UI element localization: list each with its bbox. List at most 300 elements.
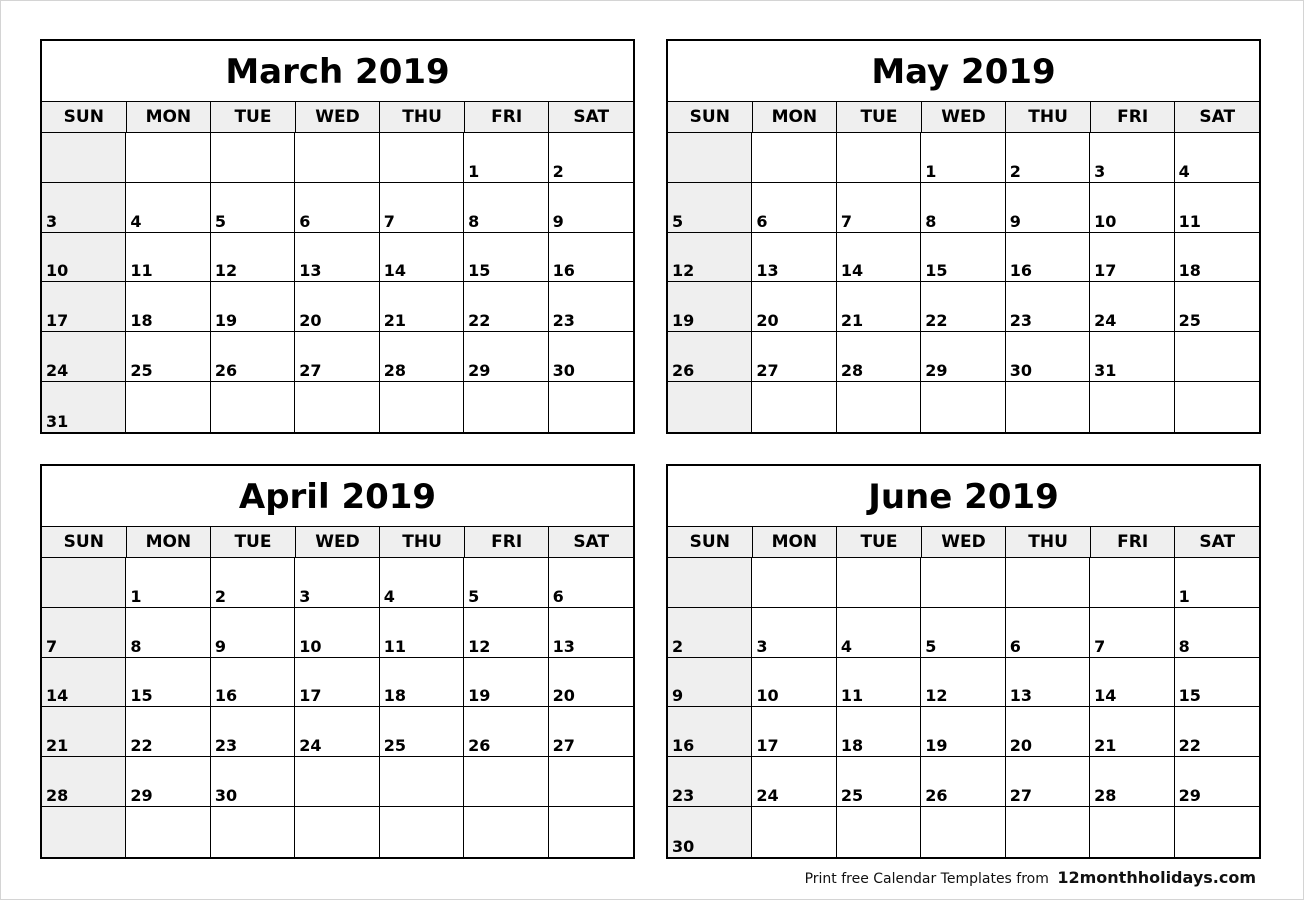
weekday-header-thu: THU <box>1006 102 1091 132</box>
day-cell <box>837 558 921 608</box>
day-number: 13 <box>552 636 575 656</box>
day-number: 6 <box>552 586 564 606</box>
day-cell <box>126 133 210 183</box>
day-cell <box>837 332 921 382</box>
day-cell <box>668 707 752 757</box>
day-cell <box>549 707 633 757</box>
day-cell <box>211 382 295 432</box>
weekday-header-sat: SAT <box>1199 107 1236 127</box>
day-cell <box>549 183 633 233</box>
day-number: 14 <box>46 686 69 706</box>
day-cell <box>921 558 1005 608</box>
day-cell <box>837 133 921 183</box>
weekday-header-sun: SUN <box>42 527 127 557</box>
day-number: 24 <box>756 786 779 806</box>
weekday-header-wed: WED <box>922 102 1007 132</box>
day-number: 26 <box>468 736 491 756</box>
day-number: 8 <box>130 636 142 656</box>
day-number: 16 <box>1009 261 1032 281</box>
day-cell <box>211 133 295 183</box>
day-cell <box>42 133 126 183</box>
day-cell <box>1175 658 1259 708</box>
day-cell <box>211 608 295 658</box>
day-cell <box>295 382 379 432</box>
day-number: 11 <box>840 686 864 706</box>
day-number: 27 <box>756 361 779 381</box>
day-cell <box>380 807 464 857</box>
day-grid <box>42 133 633 432</box>
day-cell <box>42 658 126 708</box>
day-cell <box>211 332 295 382</box>
footer-site-link[interactable]: 12monthholidays.com <box>1057 868 1256 887</box>
day-cell <box>549 233 633 283</box>
day-cell <box>921 757 1005 807</box>
day-number: 24 <box>299 736 322 756</box>
day-cell <box>752 707 836 757</box>
day-number: 19 <box>925 736 948 756</box>
calendar-march-2019 <box>40 39 635 434</box>
day-number: 24 <box>1094 311 1117 331</box>
day-cell <box>1175 608 1259 658</box>
weekday-header-wed: WED <box>922 527 1007 557</box>
weekday-header-row <box>668 102 1259 133</box>
day-cell <box>549 382 633 432</box>
day-number: 1 <box>925 161 937 181</box>
day-number: 5 <box>925 636 937 656</box>
day-cell <box>1006 608 1090 658</box>
day-cell <box>1090 658 1174 708</box>
day-cell <box>837 658 921 708</box>
day-cell <box>380 332 464 382</box>
day-number: 26 <box>925 786 948 806</box>
day-number: 9 <box>214 636 226 656</box>
day-cell <box>211 757 295 807</box>
calendar-april-2019 <box>40 464 635 859</box>
day-cell <box>295 707 379 757</box>
day-number: 25 <box>383 736 406 756</box>
day-cell <box>549 608 633 658</box>
day-cell <box>1175 807 1259 857</box>
day-number: 15 <box>1178 686 1201 706</box>
day-number: 27 <box>1009 786 1032 806</box>
day-number: 25 <box>1178 311 1201 331</box>
day-cell <box>668 332 752 382</box>
day-cell <box>1006 282 1090 332</box>
calendar-june-2019 <box>666 464 1261 859</box>
day-number: 31 <box>46 411 69 431</box>
day-grid <box>668 133 1259 432</box>
day-cell <box>921 332 1005 382</box>
day-number: 11 <box>383 636 406 656</box>
day-number: 16 <box>552 261 575 281</box>
weekday-header-mon: MON <box>753 527 838 557</box>
calendar-title: April 2019 <box>42 466 633 527</box>
weekday-header-wed: WED <box>296 102 381 132</box>
day-cell <box>211 807 295 857</box>
day-cell <box>295 332 379 382</box>
day-cell <box>211 658 295 708</box>
day-cell <box>921 282 1005 332</box>
day-cell <box>42 807 126 857</box>
day-cell <box>668 807 752 857</box>
day-number: 15 <box>130 686 153 706</box>
day-number: 22 <box>130 736 153 756</box>
day-cell <box>921 608 1005 658</box>
weekday-header-sat: SAT <box>573 107 610 127</box>
day-cell <box>837 757 921 807</box>
day-cell <box>752 332 836 382</box>
day-cell <box>921 707 1005 757</box>
day-number: 12 <box>468 636 491 656</box>
weekday-header-sun: SUN <box>668 102 753 132</box>
day-grid <box>668 558 1259 857</box>
day-cell <box>1006 133 1090 183</box>
day-number: 4 <box>840 636 852 656</box>
day-cell <box>1090 558 1174 608</box>
day-number: 27 <box>552 736 575 756</box>
day-number: 21 <box>1094 736 1117 756</box>
day-cell <box>921 233 1005 283</box>
weekday-header-tue: TUE <box>837 527 922 557</box>
day-number: 30 <box>552 361 575 381</box>
day-number: 16 <box>214 686 238 706</box>
day-cell <box>921 133 1005 183</box>
day-number: 18 <box>383 686 406 706</box>
day-number: 20 <box>552 686 575 706</box>
calendar-title: May 2019 <box>668 41 1259 102</box>
day-cell <box>1175 233 1259 283</box>
day-cell <box>126 183 210 233</box>
day-number: 3 <box>46 211 58 231</box>
day-number: 16 <box>672 736 695 756</box>
day-number: 5 <box>468 586 480 606</box>
day-number: 8 <box>925 211 937 231</box>
day-number: 18 <box>840 736 864 756</box>
weekday-header-tue: TUE <box>211 102 296 132</box>
day-grid <box>42 558 633 857</box>
footer-text: Print free Calendar Templates from <box>804 871 1049 887</box>
day-cell <box>42 332 126 382</box>
day-number: 10 <box>299 636 322 656</box>
day-number: 7 <box>383 211 395 231</box>
day-number: 19 <box>214 311 238 331</box>
weekday-header-tue: TUE <box>211 527 296 557</box>
day-cell <box>668 757 752 807</box>
weekday-header-fri: FRI <box>465 102 550 132</box>
day-number: 13 <box>756 261 779 281</box>
day-number: 29 <box>925 361 948 381</box>
day-cell <box>380 282 464 332</box>
weekday-header-row <box>42 102 633 133</box>
day-number: 28 <box>1094 786 1117 806</box>
day-cell <box>668 133 752 183</box>
day-number: 5 <box>214 211 226 231</box>
day-cell <box>921 807 1005 857</box>
day-number: 3 <box>756 636 768 656</box>
day-number: 23 <box>552 311 575 331</box>
day-cell <box>42 183 126 233</box>
day-cell <box>837 608 921 658</box>
day-cell <box>42 282 126 332</box>
day-cell <box>1090 233 1174 283</box>
day-cell <box>1090 382 1174 432</box>
day-number: 26 <box>672 361 695 381</box>
day-number: 10 <box>1094 211 1117 231</box>
day-cell <box>668 282 752 332</box>
day-number: 17 <box>1094 261 1117 281</box>
day-number: 6 <box>1009 636 1021 656</box>
calendar-title: March 2019 <box>42 41 633 102</box>
day-cell <box>549 558 633 608</box>
day-cell <box>1175 558 1259 608</box>
day-cell <box>549 658 633 708</box>
weekday-header-fri: FRI <box>465 527 550 557</box>
day-cell <box>380 233 464 283</box>
weekday-header-sun: SUN <box>42 102 127 132</box>
day-cell <box>837 282 921 332</box>
day-cell <box>380 658 464 708</box>
day-cell <box>752 183 836 233</box>
day-cell <box>126 233 210 283</box>
day-cell <box>211 282 295 332</box>
day-number: 31 <box>1094 361 1117 381</box>
day-number: 9 <box>672 686 684 706</box>
day-cell <box>752 608 836 658</box>
day-cell <box>1175 332 1259 382</box>
day-number: 1 <box>130 586 142 606</box>
day-cell <box>380 133 464 183</box>
day-cell <box>1175 382 1259 432</box>
day-cell <box>1006 183 1090 233</box>
weekday-header-fri: FRI <box>1091 527 1176 557</box>
day-cell <box>380 608 464 658</box>
day-cell <box>464 282 548 332</box>
day-cell <box>295 133 379 183</box>
day-cell <box>295 183 379 233</box>
weekday-header-thu: THU <box>380 102 465 132</box>
day-number: 15 <box>468 261 491 281</box>
day-cell <box>668 608 752 658</box>
weekday-header-row <box>668 527 1259 558</box>
day-number: 30 <box>672 836 695 856</box>
day-cell <box>295 807 379 857</box>
day-number: 9 <box>552 211 564 231</box>
day-number: 2 <box>552 161 564 181</box>
day-cell <box>126 608 210 658</box>
day-number: 3 <box>299 586 311 606</box>
day-number: 4 <box>130 211 142 231</box>
day-cell <box>126 658 210 708</box>
day-number: 18 <box>130 311 153 331</box>
day-cell <box>1006 707 1090 757</box>
day-cell <box>42 233 126 283</box>
day-cell <box>295 658 379 708</box>
day-cell <box>380 382 464 432</box>
day-number: 10 <box>756 686 779 706</box>
day-cell <box>42 707 126 757</box>
day-number: 9 <box>1009 211 1021 231</box>
day-cell <box>211 558 295 608</box>
day-cell <box>668 658 752 708</box>
day-number: 12 <box>925 686 948 706</box>
day-cell <box>295 757 379 807</box>
day-number: 15 <box>925 261 948 281</box>
weekday-header-sat: SAT <box>573 532 610 552</box>
day-cell <box>752 133 836 183</box>
day-cell <box>752 233 836 283</box>
day-number: 26 <box>214 361 238 381</box>
day-number: 6 <box>299 211 311 231</box>
weekday-header-sat: SAT <box>1199 532 1236 552</box>
day-cell <box>1006 807 1090 857</box>
day-number: 29 <box>468 361 491 381</box>
day-cell <box>380 757 464 807</box>
day-cell <box>42 558 126 608</box>
day-number: 12 <box>214 261 238 281</box>
day-number: 28 <box>46 786 69 806</box>
day-cell <box>295 608 379 658</box>
day-cell <box>752 658 836 708</box>
day-cell <box>1006 658 1090 708</box>
day-cell <box>464 558 548 608</box>
day-number: 1 <box>1178 586 1190 606</box>
day-cell <box>295 558 379 608</box>
weekday-header-thu: THU <box>380 527 465 557</box>
day-cell <box>1090 183 1174 233</box>
day-number: 25 <box>840 786 864 806</box>
day-number: 27 <box>299 361 322 381</box>
day-cell <box>42 382 126 432</box>
day-number: 29 <box>1178 786 1201 806</box>
day-number: 20 <box>1009 736 1032 756</box>
day-cell <box>837 233 921 283</box>
day-cell <box>380 707 464 757</box>
day-cell <box>464 608 548 658</box>
day-cell <box>464 233 548 283</box>
weekday-header-fri: FRI <box>1091 102 1176 132</box>
day-cell <box>42 608 126 658</box>
weekday-header-row <box>42 527 633 558</box>
day-cell <box>752 382 836 432</box>
day-cell <box>126 558 210 608</box>
day-number: 30 <box>214 786 238 806</box>
day-cell <box>1090 282 1174 332</box>
day-number: 10 <box>46 261 69 281</box>
day-cell <box>464 658 548 708</box>
day-cell <box>380 558 464 608</box>
day-number: 12 <box>672 261 695 281</box>
day-cell <box>549 282 633 332</box>
day-cell <box>295 282 379 332</box>
weekday-header-mon: MON <box>753 102 838 132</box>
day-cell <box>549 332 633 382</box>
day-number: 29 <box>130 786 153 806</box>
day-cell <box>549 133 633 183</box>
day-cell <box>752 757 836 807</box>
day-cell <box>380 183 464 233</box>
day-number: 4 <box>383 586 395 606</box>
day-number: 2 <box>672 636 684 656</box>
day-cell <box>1175 183 1259 233</box>
day-cell <box>921 382 1005 432</box>
day-number: 22 <box>925 311 948 331</box>
day-cell <box>668 183 752 233</box>
day-number: 30 <box>1009 361 1032 381</box>
day-number: 7 <box>840 211 852 231</box>
day-number: 1 <box>468 161 480 181</box>
day-cell <box>668 233 752 283</box>
day-cell <box>42 757 126 807</box>
day-number: 2 <box>214 586 226 606</box>
day-cell <box>752 807 836 857</box>
weekday-header-tue: TUE <box>837 102 922 132</box>
day-number: 11 <box>130 261 153 281</box>
day-number: 28 <box>383 361 406 381</box>
day-number: 11 <box>1178 211 1201 231</box>
day-cell <box>921 183 1005 233</box>
day-cell <box>837 807 921 857</box>
day-cell <box>1090 807 1174 857</box>
day-number: 5 <box>672 211 684 231</box>
day-cell <box>921 658 1005 708</box>
footer-credit <box>805 868 1256 887</box>
day-cell <box>1175 757 1259 807</box>
day-number: 7 <box>46 636 58 656</box>
day-number: 13 <box>299 261 322 281</box>
day-cell <box>126 332 210 382</box>
weekday-header-mon: MON <box>127 102 212 132</box>
day-cell <box>1090 133 1174 183</box>
day-number: 7 <box>1094 636 1106 656</box>
day-number: 21 <box>46 736 69 756</box>
day-number: 17 <box>756 736 779 756</box>
day-number: 28 <box>840 361 864 381</box>
day-cell <box>1090 707 1174 757</box>
day-number: 19 <box>672 311 695 331</box>
day-cell <box>668 558 752 608</box>
day-number: 20 <box>756 311 779 331</box>
day-cell <box>1090 332 1174 382</box>
day-number: 14 <box>1094 686 1117 706</box>
day-number: 21 <box>840 311 864 331</box>
day-number: 8 <box>1178 636 1190 656</box>
day-number: 23 <box>214 736 238 756</box>
day-number: 25 <box>130 361 153 381</box>
day-cell <box>126 282 210 332</box>
day-number: 2 <box>1009 161 1021 181</box>
day-cell <box>295 233 379 283</box>
day-number: 17 <box>46 311 69 331</box>
day-cell <box>126 807 210 857</box>
weekday-header-sun: SUN <box>668 527 753 557</box>
day-number: 22 <box>468 311 491 331</box>
day-cell <box>837 707 921 757</box>
day-cell <box>1175 282 1259 332</box>
day-number: 19 <box>468 686 491 706</box>
day-cell <box>752 282 836 332</box>
day-cell <box>1006 233 1090 283</box>
day-cell <box>464 183 548 233</box>
weekday-header-mon: MON <box>127 527 212 557</box>
day-cell <box>464 133 548 183</box>
day-cell <box>837 382 921 432</box>
day-cell <box>1006 382 1090 432</box>
day-cell <box>464 707 548 757</box>
day-number: 8 <box>468 211 480 231</box>
day-number: 24 <box>46 361 69 381</box>
day-cell <box>1090 608 1174 658</box>
day-cell <box>1006 558 1090 608</box>
